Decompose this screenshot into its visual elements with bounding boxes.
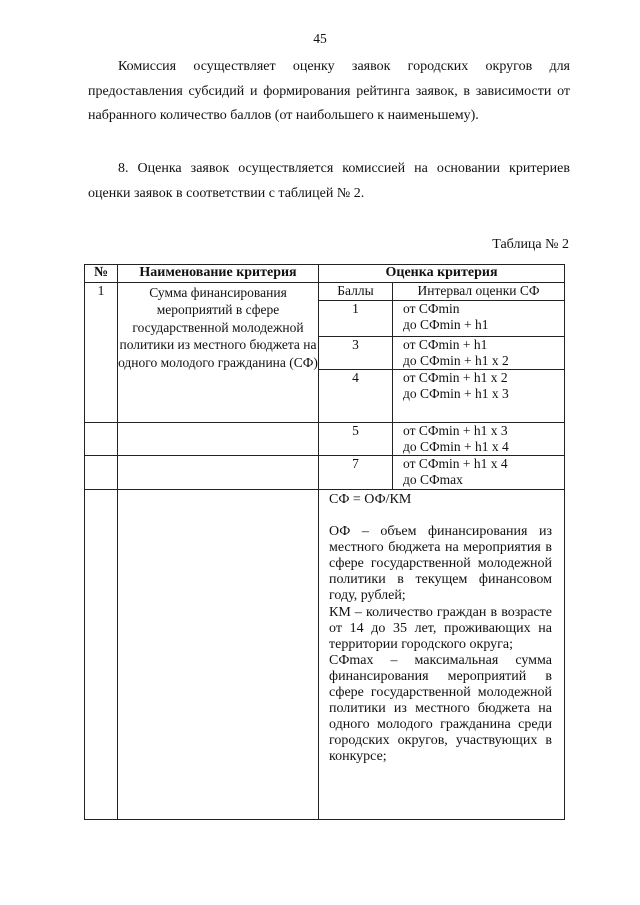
points-cell: 7 [319,456,393,490]
formula-definition-sfmax: СФmax – максимальная сумма финансирования мероприятий в сфере государственной молодежной политики из местного бюджета на одного молодого гражданина среди городских округов, участвующих в конкурсе; [329,652,552,765]
interval-from: от СФmin + h1 x 3 [403,423,508,438]
criterion-name: Сумма финансирования мероприятий в сфере государственной молодежной политики из местного бюджета на одного молодого гражданина (СФ) [118,283,319,423]
paragraph-commission: Комиссия осуществляет оценку заявок городских округов для предоставления субсидий и формирования рейтинга заявок, в зависимости от набранного количество баллов (от наибольшего к наименьшему). [88,59,570,123]
interval-cell [393,423,565,456]
header-criterion-name: Наименование критерия [118,265,319,283]
header-evaluation: Оценка критерия [319,265,565,283]
interval-to: до СФmin + h1 [403,317,489,332]
interval-from: от СФmin + h1 [403,337,488,352]
interval-cell [393,337,565,370]
interval-to: до СФmin + h1 x 4 [403,439,509,454]
formula-equation: СФ = ОФ/КМ [329,492,412,507]
formula-definition-km: КМ – количество граждан в возрасте от 14 до 35 лет, проживающих на территории городского округа; [329,604,552,652]
points-cell: 5 [319,423,393,456]
interval-to: до СФmin + h1 x 3 [403,386,509,401]
formula-cell [319,490,565,820]
empty-cell [85,456,118,490]
paragraph-evaluation: 8. Оценка заявок осуществляется комиссией на основании критериев оценки заявок в соответствии с таблицей № 2. [88,161,570,201]
header-number: № [85,265,118,283]
points-cell: 3 [319,337,393,370]
interval-from: от СФmin + h1 x 2 [403,370,508,385]
empty-cell [118,490,319,820]
subheader-points: Баллы [319,283,393,301]
formula-definition-of: ОФ – объем финансирования из местного бюджета на мероприятия в сфере государственной молодежной политики в текущем финансовом году, рублей; [329,524,552,604]
interval-cell [393,370,565,423]
interval-from: от СФmin + h1 x 4 [403,456,508,471]
criteria-table [84,264,565,820]
empty-cell [85,490,118,820]
criterion-number: 1 [85,283,118,423]
table-caption: Таблица № 2 [492,237,569,252]
empty-cell [85,423,118,456]
interval-cell [393,301,565,337]
interval-to: до СФmax [403,472,463,487]
interval-cell [393,456,565,490]
interval-from: от СФmin [403,301,460,316]
page-number: 45 [313,31,327,46]
empty-cell [118,456,319,490]
points-cell: 1 [319,301,393,337]
subheader-interval: Интервал оценки СФ [393,283,565,301]
interval-to: до СФmin + h1 x 2 [403,353,509,368]
empty-cell [118,423,319,456]
points-cell: 4 [319,370,393,423]
